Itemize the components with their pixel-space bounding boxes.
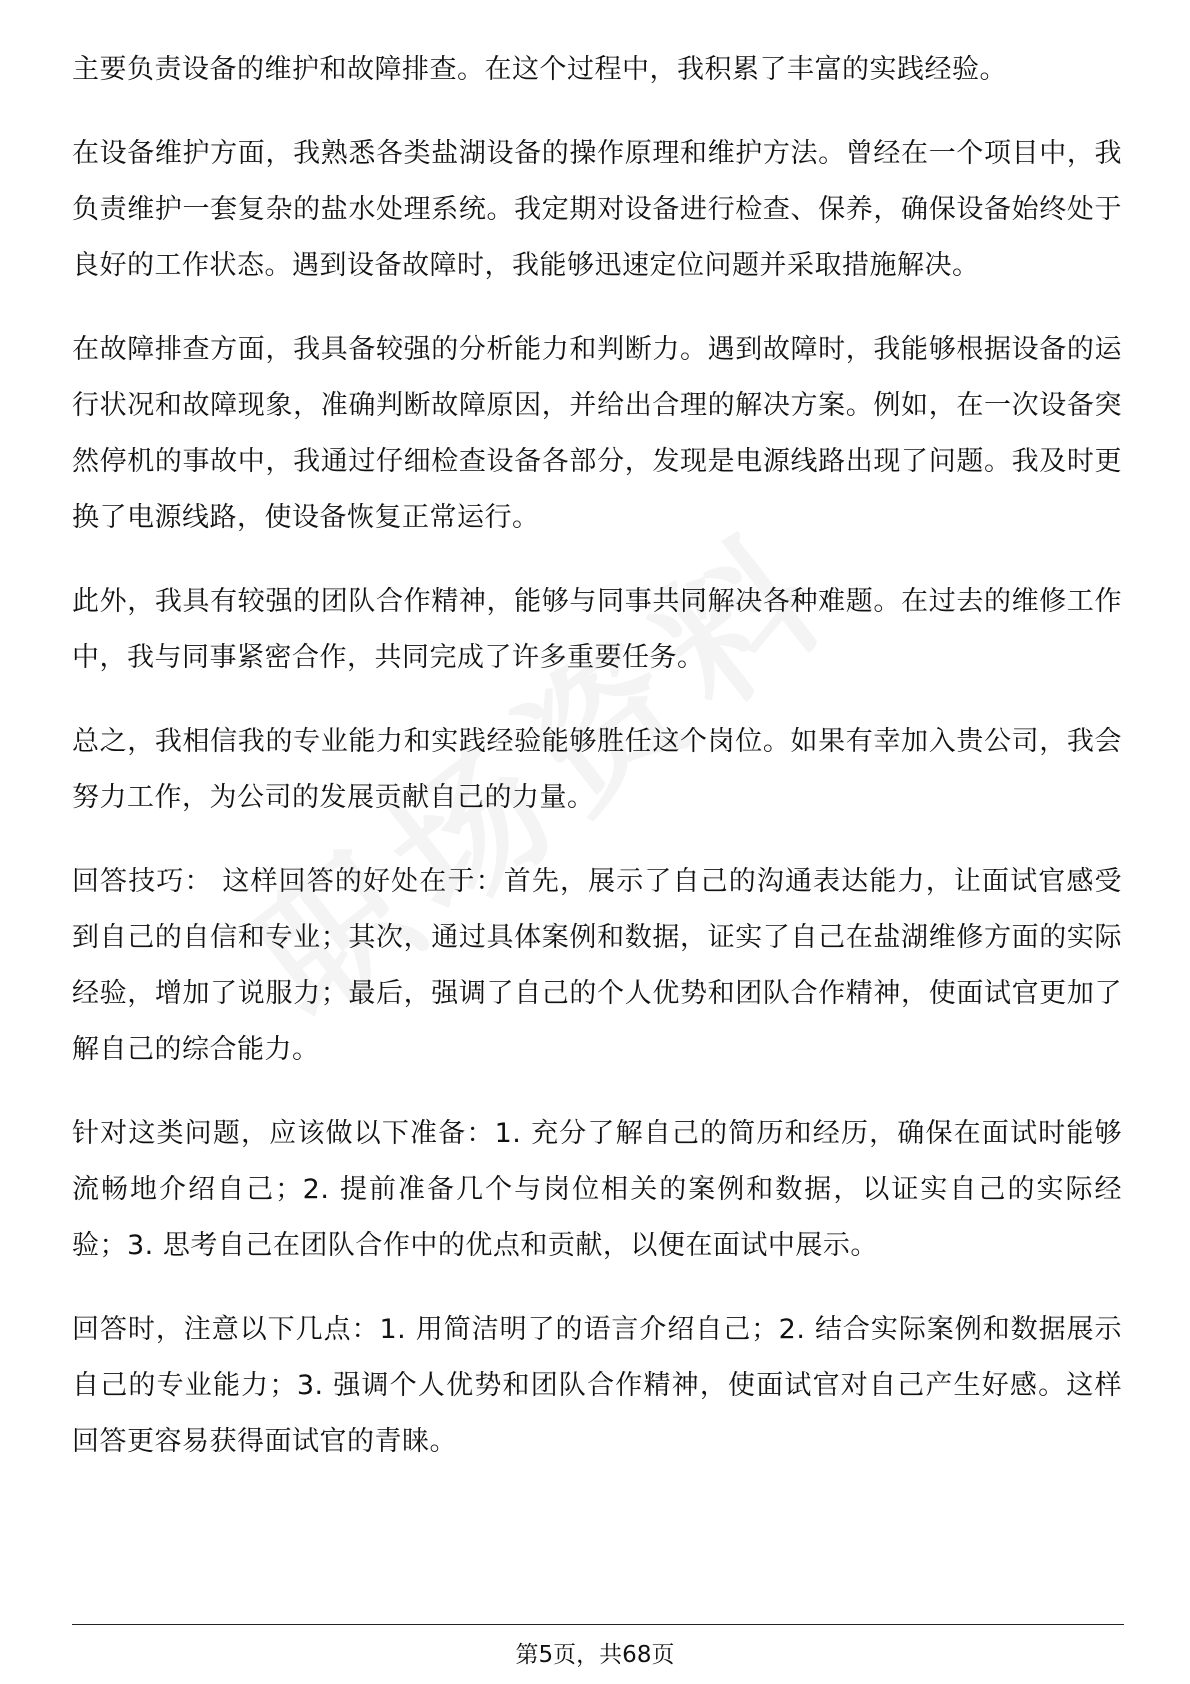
paragraph-1: 主要负责设备的维护和故障排查。在这个过程中，我积累了丰富的实践经验。 <box>72 54 1007 85</box>
paragraph-3: 在故障排查方面，我具备较强的分析能力和判断力。遇到故障时，我能够根据设备的运行状况和故障现象，准确判断故障原因，并给出合理的解决方案。例如，在一次设备突然停机的事故中，我通过仔细检查设备各部分，发现是电源线路出现了问题。我及时更换了电源线路，使设备恢复正常运行。 <box>72 334 1122 533</box>
page-number: 第5页，共68页 <box>515 1642 675 1668</box>
document-body <box>72 42 1122 1498</box>
paragraph-4: 此外，我具有较强的团队合作精神，能够与同事共同解决各种难题。在过去的维修工作中，我与同事紧密合作，共同完成了许多重要任务。 <box>72 586 1122 673</box>
paragraph-7: 针对这类问题，应该做以下准备：1. 充分了解自己的简历和经历，确保在面试时能够流畅地介绍自己；2. 提前准备几个与岗位相关的案例和数据，以证实自己的实际经验；3. 思考自己在团队合作中的优点和贡献，以便在面试中展示。 <box>72 1118 1122 1261</box>
paragraph-8: 回答时，注意以下几点：1. 用简洁明了的语言介绍自己；2. 结合实际案例和数据展示自己的专业能力；3. 强调个人优势和团队合作精神，使面试官对自己产生好感。这样回答更容易获得面试官的青睐。 <box>72 1314 1122 1457</box>
paragraph-2: 在设备维护方面，我熟悉各类盐湖设备的操作原理和维护方法。曾经在一个项目中，我负责维护一套复杂的盐水处理系统。我定期对设备进行检查、保养，确保设备始终处于良好的工作状态。遇到设备故障时，我能够迅速定位问题并采取措施解决。 <box>72 138 1122 281</box>
paragraph-5: 总之，我相信我的专业能力和实践经验能够胜任这个岗位。如果有幸加入贵公司，我会努力工作，为公司的发展贡献自己的力量。 <box>72 726 1122 813</box>
paragraph-6: 回答技巧： 这样回答的好处在于：首先，展示了自己的沟通表达能力，让面试官感受到自己的自信和专业；其次，通过具体案例和数据，证实了自己在盐湖维修方面的实际经验，增加了说服力；最后，强调了自己的个人优势和团队合作精神，使面试官更加了解自己的综合能力。 <box>72 866 1122 1065</box>
footer-divider <box>72 1624 1124 1625</box>
